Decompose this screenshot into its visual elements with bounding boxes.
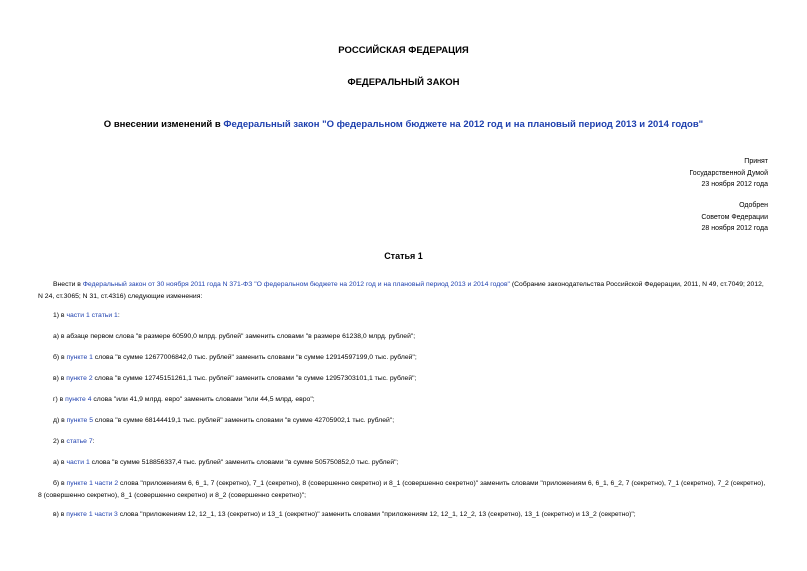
list-item [38,394,768,406]
accepted-date: 23 ноября 2012 года [701,181,768,188]
list-item [38,509,768,521]
item-text: слова "в сумме 12745151261,1 тыс. рублей" заменить словами "в сумме 12957303101,1 тыс. рублей"; [92,375,417,382]
document-title [0,119,807,130]
item-link[interactable]: пункте 5 [66,417,93,424]
intro-law-link[interactable]: Федеральный закон от 30 ноября 2011 года N 371-ФЗ "О федеральном бюджете на 2012 год и на плановый период 2013 и 2014 годов" [82,281,510,288]
list-item [38,457,768,469]
item-link[interactable]: части 1 [66,459,90,466]
item-text: слова "в сумме 518856337,4 тыс. рублей" заменить словами "в сумме 505750852,0 тыс. рублей"; [89,459,399,466]
intro-paragraph [38,279,768,302]
list-item [38,310,768,322]
item-text: слова "или 41,9 млрд. евро" заменить словами "или 44,5 млрд. евро"; [91,396,315,403]
item-link[interactable]: пункте 4 [65,396,92,403]
approved-label: Одобрен [739,202,768,209]
document-type-heading: ФЕДЕРАЛЬНЫЙ ЗАКОН [347,77,460,88]
approved-block [701,200,768,235]
list-item [38,373,768,385]
item-text: в) в [53,511,67,518]
country-heading: РОССИЙСКАЯ ФЕДЕРАЦИЯ [338,45,469,56]
item-text: слова "в сумме 12677006842,0 тыс. рублей" заменить словами "в сумме 12914597199,0 тыс. рублей"; [92,354,417,361]
list-item [38,436,768,448]
item-link[interactable]: статье 7 [66,438,93,445]
accepted-by: Государственной Думой [689,169,768,177]
item-text: слова "в сумме 68144419,1 тыс. рублей" заменить словами "в сумме 42705902,1 тыс. рублей"; [93,417,395,424]
approved-date: 28 ноября 2012 года [701,225,768,232]
item-link[interactable]: части 1 статьи 1 [66,312,118,319]
item-link[interactable]: пункте 2 [66,375,93,382]
list-item [38,331,768,343]
item-text: д) в [53,417,67,424]
item-text: слова "приложениям 12, 12_1, 13 (секретно) и 13_1 (секретно)" заменить словами "приложениям 12, 12_1, 12_2, 13 (секретно), 13_1 (секретно) и 13_2 (секретно)"; [117,511,636,518]
item-text: слова "приложениям 6, 6_1, 7 (секретно), 7_1 (секретно), 8 (совершенно секретно) и 8_1 (совершенно секретно)" заменить словами "приложениям 6, 6_1, 6_2, 7 (секретно), 7_1 (секретно), 7_2 (секретно), 8 (совершенно секретно), 8_1 (совершенно секретно) и 8_2 (совершенно секретно)"; [38,480,766,499]
title-prefix: О внесении изменений в [103,119,224,130]
approved-by: Советом Федерации [701,213,768,221]
article-heading: Статья 1 [384,251,423,261]
accepted-label: Принят [744,158,768,165]
title-law-link[interactable]: Федеральный закон "О федеральном бюджете на 2012 год и на плановый период 2013 и 2014 годов" [223,119,704,130]
item-text: : [92,438,95,445]
item-text: г) в [53,396,66,403]
item-text: б) в [53,354,67,361]
accepted-block [689,156,768,191]
item-link[interactable]: пункте 1 части 2 [66,480,119,487]
item-text: б) в [53,480,67,487]
list-item [38,415,768,427]
item-text: : [117,312,120,319]
item-text: 1) в [53,312,67,319]
item-text: а) в абзаце первом слова "в размере 60590,0 млрд. рублей" заменить словами "в размере 61238,0 млрд. рублей"; [53,333,416,340]
item-text: а) в [53,459,67,466]
item-text: в) в [53,375,67,382]
intro-text-pre: Внести в [53,281,83,288]
item-text: 2) в [53,438,67,445]
list-item [38,352,768,364]
item-link[interactable]: пункте 1 [66,354,93,361]
item-link[interactable]: пункте 1 части 3 [66,511,118,518]
list-item [38,478,768,501]
intro-text-post: (Собрание законодательства Российской Федерации, 2011, N 49, ст.7049; 2012, N 24, ст.3065; N 31, ст.4316) следующие изменения: [38,281,764,300]
